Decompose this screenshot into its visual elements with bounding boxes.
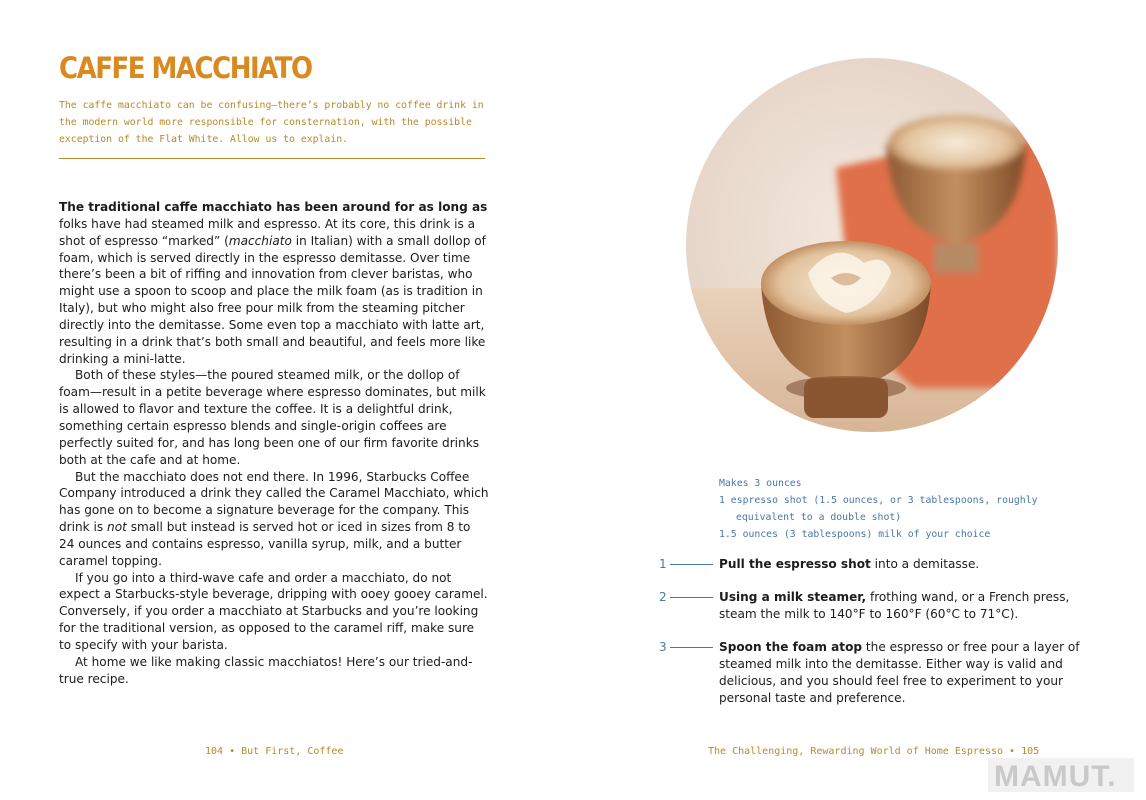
right-page xyxy=(573,0,1146,800)
macchiato-photo xyxy=(686,58,1058,432)
paragraph: But the macchiato does not end there. In 1996, Starbucks Coffee Company introduced a drink they called the Caramel Macchiato, which has gone on to become a signature beverage for the company. This drink is not small but instead is served hot or iced in sizes from 8 to 24 ounces and contains espresso, vanilla syrup, milk, and a butter caramel topping. xyxy=(59,469,489,568)
ingredient-item: 1.5 ounces (3 tablespoons) milk of your choice xyxy=(719,529,991,540)
paragraph-lead: The traditional caffe macchiato has been around for as long as xyxy=(59,200,488,214)
step-text: Pull the espresso shot into a demitasse. xyxy=(719,557,980,571)
intro-text: The caffe macchiato can be confusing—there’s probably no coffee drink in the modern world more responsible for consternation, with the possible exception of the Flat White. Allow us to explain. xyxy=(59,100,484,145)
yield-text: Makes 3 ounces xyxy=(719,478,802,489)
step-number: 2 xyxy=(659,590,667,604)
paragraph: If you go into a third-wave cafe and order a macchiato, do not expect a Starbucks-style beverage, dripping with ooey gooey caramel. Conversely, if you order a macchiato at Starbucks and you’re looking for the traditional version, as opposed to the caramel riff, make sure to specify with your barista. xyxy=(59,570,488,652)
step-text: Using a milk steamer, frothing wand, or a French press, steam the milk to 140°F to 160°F (60°C to 71°C). xyxy=(719,590,1070,621)
step-text: Spoon the foam atop the espresso or free pour a layer of steamed milk into the demitasse. Either way is valid and delicious, and you should feel free to experiment to your personal taste and preference. xyxy=(719,640,1080,705)
recipe-yield xyxy=(719,475,1119,543)
body-text xyxy=(59,199,489,687)
divider-rule xyxy=(59,158,485,159)
step-number: 1 xyxy=(659,557,667,571)
paragraph: At home we like making classic macchiatos! Here’s our tried-and-true recipe. xyxy=(59,654,473,686)
watermark-text: MAMUT. xyxy=(994,760,1117,793)
step-leader-line xyxy=(670,564,713,565)
paragraph: The traditional caffe macchiato has been around for as long as folks have had steamed milk and espresso. At its core, this drink is a shot of espresso “marked” (macchiato in Italian) with a small dollop of foam, which is served directly in the espresso demitasse. Over time there’s been a bit of riffing and innovation from clever baristas, who might use a spoon to scoop and place the milk foam (as is tradition in Italy), but who might also free pour milk from the steaming pitcher directly into the demitasse. Some even top a macchiato with latte art, resulting in a drink that’s both small and beautiful, and feels more like drinking a mini-latte. xyxy=(59,200,488,366)
ingredient-item: 1 espresso shot (1.5 ounces, or 3 tablespoons, roughly xyxy=(719,495,1038,506)
step-number: 3 xyxy=(659,640,667,654)
right-folio: The Challenging, Rewarding World of Home Espresso • 105 xyxy=(708,746,1040,757)
ingredient-item-cont: equivalent to a double shot) xyxy=(736,512,902,523)
recipe-title: CAFFE MACCHIATO xyxy=(59,52,312,86)
watermark xyxy=(988,758,1134,792)
paragraph: Both of these styles—the poured steamed milk, or the dollop of foam—result in a petite beverage where espresso dominates, but milk is allowed to flavor and texture the coffee. It is a delightful drink, something certain espresso blends and single-origin coffees are perfectly suited for, and has long been one of our firm favorite drinks both at the cafe and at home. xyxy=(59,368,486,467)
step-leader-line xyxy=(670,647,713,648)
step-leader-line xyxy=(670,597,713,598)
left-folio: 104 • But First, Coffee xyxy=(205,746,344,757)
